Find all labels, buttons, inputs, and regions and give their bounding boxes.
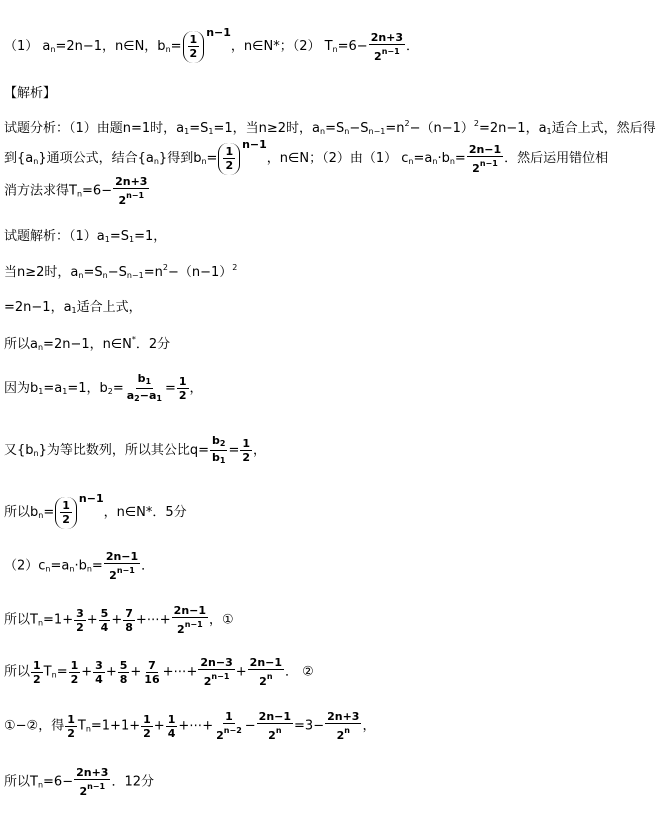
solution-line-5: 因为$b_1=a_1=1$，$b_2=$ $\frac{b_1}{a_2-a_1}$ = $\frac{1}{2}$ ， [4, 372, 203, 403]
solution-line-12: 所以$T_n=6-$ $\frac{2n+3}{2^{n-1}}$ ．12分 [4, 766, 154, 798]
solution-line-8: $(2)c_n=a_n\cdot b_n=$ $\frac{2n-1}{2^{n-1}}$ ． [4, 550, 155, 582]
analysis-line-3: 消方法求得$T_n=6-$ $\frac{2n+3}{2^{n-1}}$ [4, 175, 148, 207]
solution-line-7: 所以$b_n=$ $\frac{1}{2}$ $^{n-1}$，n∈N*．5分 [4, 492, 187, 529]
answer-line: （1） $a_n=2n-1$，n∈N，$b_n=$ $\frac{1}{2}$ $^{n-1}$，n∈N*；（2） $T_n=6-$ $\frac{2n+3}{2^{n-1}}$ ． [4, 26, 420, 63]
tn-fraction: $\frac{2n+3}{2^{n-1}}$ [370, 30, 404, 63]
solution-line-6: 又$\{b_n\}$为等比数列，所以其公比q= $\frac{b_2}{b_1}$ = $\frac{1}{2}$ ， [4, 434, 267, 465]
analysis-heading: 【解析】 [4, 86, 57, 101]
analysis-line-1: 试题分析：（1）由题n=1时，$a_1=S_1=1$，当n≥2时，$a_n=S_n-S_{n-1}=n^2-(n-1)^2=2n-1$，$a_1$适合上式，然后得 [4, 119, 656, 136]
solution-line-1: 试题解析：$(1)a_1=S_1=1$， [4, 229, 167, 244]
solution-line-11: ①−②，得 $\frac{1}{2}$ $T_n=1+1+$ $\frac{1}{2}$ + $\frac{1}{4}$ +⋯+ $\frac{1}{2^{n-2}}$ − $\frac{2n-1}{2^n}$ =3− $\frac{2n+3}{2^n}$ ， [4, 710, 376, 742]
solution-line-3: =2n−1，$a_1$适合上式， [4, 300, 142, 315]
solution-line-4: 所以$a_n=2n-1$，n∈N*．2分 [4, 335, 171, 352]
solution-line-9: 所以$T_n=1+$ $\frac{3}{2}$ + $\frac{5}{4}$ + $\frac{7}{8}$ +⋯+ $\frac{2n-1}{2^{n-1}}$ ，① [4, 604, 234, 636]
solution-line-2: 当n≥2时，$a_n=S_n-S_{n-1}=n^2-(n-1)^2$ [4, 263, 238, 280]
solution-line-10: 所以 $\frac{1}{2}$ $T_n=$ $\frac{1}{2}$ + $\frac{3}{4}$ + $\frac{5}{8}$ + $\frac{7}{16}$ +⋯+ $\frac{2n-3}{2^{n-1}}$ + $\frac{2n-1}{2^n}$ ． ② [4, 656, 314, 688]
analysis-line-2: 到$\{a_n\}$通项公式，结合$\{a_n\}$得到$b_n=$ $\frac{1}{2}$ $^{n-1}$，n∈N；（2）由（1） $c_n=a_n\cdot b_n=$ $\frac{2n-1}{2^{n-1}}$ ．然后运用错位相 [4, 138, 609, 175]
bracket-half: $\frac{1}{2}$ [183, 31, 205, 63]
answer-part-label: （1） a [4, 39, 51, 54]
